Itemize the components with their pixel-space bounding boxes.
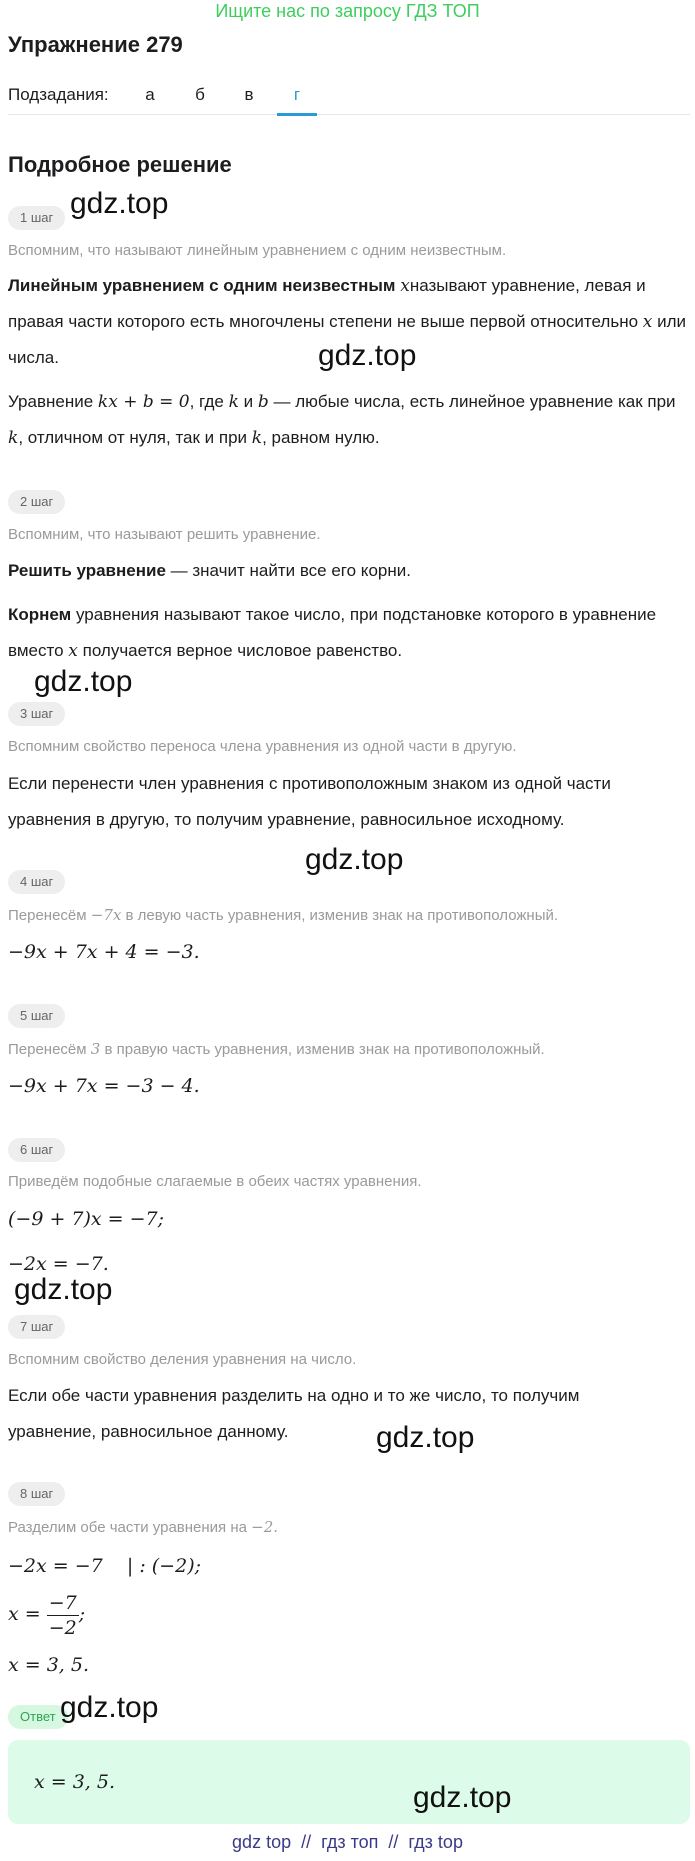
step-paragraph: Если обе части уравнения разделить на одно и то же число, то получим уравнение, равносильное данному.: [8, 1386, 580, 1441]
step-badge: 1 шаг: [8, 206, 65, 230]
math-eq: −2x = −7.: [8, 1253, 109, 1275]
text: в правую часть уравнения, изменив знак на противоположный.: [104, 1041, 545, 1058]
watermark: gdz.top: [70, 187, 169, 220]
math-eq: −2x = −7 | : (−2);: [8, 1555, 202, 1577]
math-var: b: [257, 392, 269, 412]
term-bold: Решить уравнение: [8, 561, 166, 580]
answer-value: [34, 1768, 115, 1796]
math-eq: x = 3, 5.: [8, 1654, 90, 1676]
step-note: Вспомним, что называют линейным уравнением с одним неизвестным.: [8, 242, 507, 259]
text: или числа.: [8, 312, 687, 367]
math-eq: −9x + 7x = −3 − 4.: [8, 1075, 200, 1097]
step-paragraph: [8, 597, 690, 669]
term-bold: Линейным уравнением с одним неизвестным: [8, 276, 396, 295]
step-note: [8, 1516, 278, 1539]
watermark: gdz.top: [305, 843, 404, 876]
step-note: Вспомним, что называют решить уравнение.: [8, 526, 321, 543]
text: уравнения называют такое число, при подстановке которого в уравнение вместо: [8, 605, 657, 660]
term-bold: Корнем: [8, 605, 72, 624]
text: — любые числа, есть линейное уравнение как при: [273, 392, 676, 411]
watermark: gdz.top: [14, 1273, 113, 1306]
step-note: Вспомним свойство переноса члена уравнения из одной части в другую.: [8, 738, 517, 755]
text: Перенесём: [8, 907, 87, 924]
active-tab-indicator: [277, 113, 317, 116]
text: , отличном от нуля, так и при: [18, 428, 248, 447]
answer-badge: Ответ: [8, 1705, 68, 1729]
watermark: gdz.top: [60, 1691, 159, 1724]
fraction-numerator: −7: [48, 1591, 77, 1614]
equation: [8, 938, 200, 966]
math-var: x: [68, 641, 78, 661]
step-note: [8, 904, 558, 927]
math-eq: x = 3, 5.: [34, 1771, 116, 1793]
math-eq: −9x + 7x + 4 = −3.: [8, 941, 200, 963]
math-term: −2.: [251, 1518, 279, 1536]
search-hint-link[interactable]: Ищите нас по запросу ГДЗ ТОП: [215, 1, 480, 21]
equation: [8, 1205, 164, 1233]
step-note: [8, 1038, 545, 1061]
tab-v[interactable]: в: [244, 85, 254, 104]
text: — значит найти все его корни.: [170, 561, 411, 580]
equation: [8, 1552, 201, 1580]
text: называют уравнение, левая и правая части которого есть многочлены степени не выше первой относительно: [8, 276, 646, 331]
step-note: Приведём подобные слагаемые в обеих частях уравнения.: [8, 1173, 422, 1190]
math-var: x: [400, 276, 410, 296]
fraction: [47, 1591, 79, 1640]
watermark: gdz.top: [376, 1421, 475, 1454]
math-var: k: [251, 428, 263, 448]
step-paragraph: [8, 384, 690, 456]
math-term: 3: [90, 1040, 101, 1058]
fraction-denominator: −2: [48, 1616, 77, 1639]
math-eq: ;: [78, 1603, 86, 1625]
section-title: Подробное решение: [8, 152, 232, 177]
step-paragraph: Если перенести член уравнения с противоположным знаком из одной части уравнения в другую, то получим уравнение, равносильное исходному.: [8, 774, 611, 829]
tab-b[interactable]: б: [195, 85, 205, 104]
text: получается верное числовое равенство.: [82, 641, 403, 660]
text: , где: [189, 392, 224, 411]
step-note: Вспомним свойство деления уравнения на число.: [8, 1351, 357, 1368]
subtasks-label: Подзадания:: [8, 85, 109, 104]
math-var: x: [642, 312, 653, 332]
equation: [8, 1651, 89, 1679]
text: Уравнение: [8, 392, 94, 411]
step-badge: 4 шаг: [8, 870, 65, 894]
step-badge: 2 шаг: [8, 490, 65, 514]
tab-a[interactable]: а: [145, 85, 155, 104]
math-eq: kx + b = 0: [97, 392, 190, 412]
text: в левую часть уравнения, изменив знак на противоположный.: [125, 907, 559, 924]
step-paragraph: [8, 559, 411, 583]
watermark: gdz.top: [318, 339, 417, 372]
footer-links[interactable]: gdz top // гдз топ // гдз top: [232, 1832, 463, 1852]
tabs-divider: [8, 114, 690, 115]
step-badge: 8 шаг: [8, 1482, 65, 1506]
math-var: k: [228, 392, 239, 412]
math-eq: (−9 + 7)x = −7;: [8, 1208, 165, 1230]
text: Разделим обе части уравнения на: [8, 1519, 247, 1536]
tab-g[interactable]: г: [293, 85, 301, 104]
text: , равном нулю.: [262, 428, 380, 447]
math-eq: x =: [8, 1603, 41, 1625]
equation-fraction: [8, 1588, 85, 1640]
page-title: Упражнение 279: [8, 32, 183, 57]
math-var: k: [8, 428, 19, 448]
math-term: −7x: [90, 906, 122, 924]
equation: [8, 1072, 200, 1100]
step-badge: 6 шаг: [8, 1138, 65, 1162]
step-badge: 7 шаг: [8, 1315, 65, 1339]
text: и: [243, 392, 254, 411]
step-badge: 3 шаг: [8, 702, 65, 726]
watermark: gdz.top: [34, 665, 133, 698]
text: Перенесём: [8, 1041, 87, 1058]
step-badge: 5 шаг: [8, 1004, 65, 1028]
watermark: gdz.top: [413, 1781, 512, 1814]
